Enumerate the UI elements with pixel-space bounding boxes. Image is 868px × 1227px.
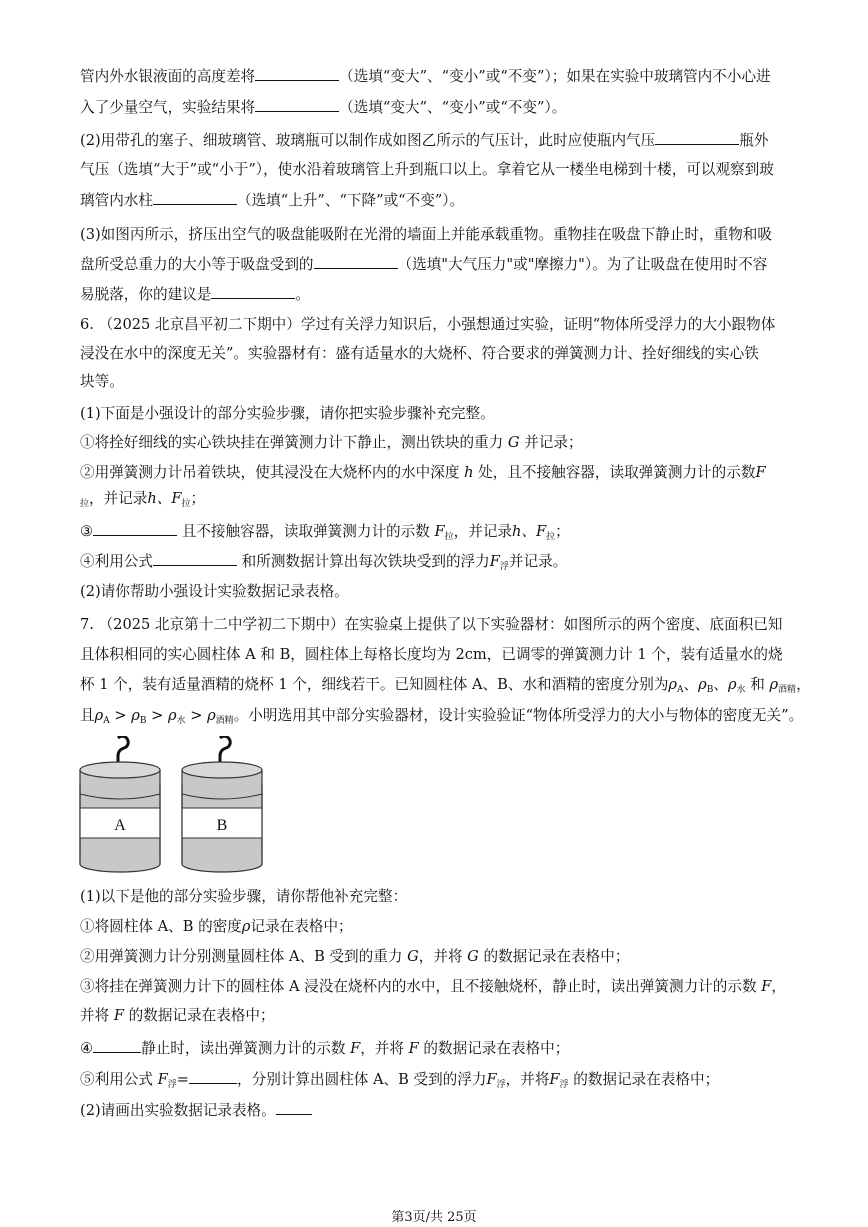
subscript: 酒精 <box>778 685 797 695</box>
q7-stem-line-4 <box>80 706 804 731</box>
variable: G <box>467 948 479 965</box>
answer-blank <box>211 284 295 299</box>
q6-stem-line-2 <box>80 344 800 364</box>
q7-stem-line-3 <box>80 675 811 700</box>
text: 杯 1 个，装有适量酒精的烧杯 1 个，细线若干。已知圆柱体 A、B、水和酒精的密度分别为 <box>80 676 669 693</box>
text: 气压（选填“大于”或“小于”），使水沿着玻璃管上升到瓶口以上。拿着它从一楼坐电梯到十楼，可以观察到玻 <box>80 161 774 178</box>
text: > <box>185 707 208 724</box>
variable: h <box>464 464 474 481</box>
text: 瓶外 <box>739 132 769 149</box>
q6-part2 <box>80 582 800 602</box>
q6-step-4 <box>80 551 800 577</box>
q7-step-5 <box>80 1069 800 1095</box>
q5-line-2 <box>80 97 800 118</box>
hook-icon <box>118 736 128 762</box>
cylinder-b <box>182 736 262 872</box>
text: ，并将 <box>505 1071 550 1088</box>
text: ， <box>771 978 786 995</box>
subscript: A <box>103 716 110 726</box>
text: 且不接触容器，读取弹簧测力计的示数 <box>181 523 430 540</box>
q7-step-2 <box>80 947 800 967</box>
subscript: B <box>139 716 147 726</box>
text: 管内外水银液面的高度差将 <box>80 68 256 85</box>
variable: F <box>486 1071 497 1088</box>
text: ； <box>555 523 570 540</box>
subscript: 拉 <box>444 532 454 542</box>
variable: F <box>489 553 500 570</box>
cylinder-a <box>80 736 160 872</box>
cylinder-label-b: B <box>216 817 228 834</box>
variable: F <box>549 1071 560 1088</box>
q5-part3-line-2 <box>80 254 800 275</box>
subscript: A <box>677 685 684 695</box>
text: 且 <box>80 707 95 724</box>
subscript: 拉 <box>546 532 556 542</box>
text: ； <box>190 490 206 507</box>
text: ，分别计算出圆柱体 A、B 受到的浮力 <box>237 1071 487 1088</box>
text: ④利用公式 <box>80 553 153 570</box>
text: 处，且不接触容器，读取弹簧测力计的示数 <box>478 464 756 481</box>
hook-icon <box>220 736 230 762</box>
subscript: 浮 <box>496 1080 506 1090</box>
q6-step-3 <box>80 521 800 547</box>
text: ，并记录 <box>89 490 148 507</box>
text: 并记录。 <box>508 553 568 570</box>
text: ①将圆柱体 A、B 的密度 <box>80 918 242 935</box>
text: > <box>109 707 132 724</box>
text: 并记录； <box>524 434 583 451</box>
answer-blank <box>93 1038 141 1053</box>
variable: F <box>113 1007 124 1024</box>
text: （选填“上升”、“下降”或“不变”）。 <box>236 192 465 209</box>
q6-step-2 <box>80 463 800 483</box>
cylinder-top <box>80 762 160 778</box>
text: 。小明选用其中部分实验器材，设计实验验证“物体所受浮力的大小与物体的密度无关”。 <box>233 707 804 724</box>
text: ③将挂在弹簧测力计下的圆柱体 A 浸没在烧杯内的水中，且不接触烧杯，静止时，读出弹簧测力计的示数 <box>80 978 757 995</box>
subscript: 酒精 <box>215 716 234 726</box>
text: (2)用带孔的塞子、细玻璃管、玻璃瓶可以制作成如图乙所示的气压计，此时应使瓶内气压 <box>80 132 656 149</box>
rho: ρ <box>94 707 104 724</box>
text: ，并将 <box>360 1040 404 1057</box>
rho: ρ <box>668 676 678 693</box>
answer-blank <box>276 1100 312 1115</box>
q7-stem-line-2 <box>80 645 800 665</box>
text: 浸没在水中的深度无关”。实验器材有：盛有适量水的大烧杯、符合要求的弹簧测力计、拴好细线的实心铁 <box>80 345 759 362</box>
answer-blank <box>314 254 398 269</box>
rho: ρ <box>727 676 737 693</box>
rho: ρ <box>207 707 216 724</box>
q6-stem-line-1 <box>80 315 800 335</box>
q5-part2-line-3 <box>80 190 800 211</box>
text: （选填“变大”、“变小”或“不变”）；如果在实验中玻璃管内不小心进 <box>339 68 771 85</box>
q7-part1 <box>80 887 800 907</box>
text: = <box>176 1071 190 1088</box>
text: 7. （2025 北京第十二中学初二下期中）在实验桌上提供了以下实验器材：如图所示的两个密度、底面积已知 <box>80 616 783 633</box>
answer-blank <box>255 66 339 81</box>
text: 易脱落，你的建议是 <box>80 286 212 303</box>
text: 入了少量空气，实验结果将 <box>80 99 256 116</box>
text: > <box>146 707 168 724</box>
subscript: 水 <box>736 685 746 695</box>
text: ④ <box>80 1040 94 1057</box>
q5-line-1 <box>80 66 800 87</box>
subscript: 拉 <box>80 499 90 509</box>
variable: F <box>350 1040 361 1057</box>
text: 和 <box>750 676 765 693</box>
variable: G <box>407 948 419 965</box>
q6-step-2-cont <box>80 489 800 514</box>
q5-part2-line-1 <box>80 130 800 151</box>
cylinders-figure <box>78 736 268 876</box>
text: ②用弹簧测力计吊着铁块，使其浸没在大烧杯内的水中深度 <box>80 464 460 481</box>
q6-part1 <box>80 404 800 424</box>
text: 静止时，读出弹簧测力计的示数 <box>141 1040 346 1057</box>
text: 的数据记录在表格中； <box>573 1071 720 1088</box>
answer-blank <box>655 130 739 145</box>
text: (1)下面是小强设计的部分实验步骤，请你把实验步骤补充完整。 <box>80 405 495 422</box>
subscript: 浮 <box>167 1080 177 1090</box>
rho: ρ <box>698 676 707 693</box>
text: 盘所受总重力的大小等于吸盘受到的 <box>80 256 314 273</box>
text: 、 <box>713 676 728 693</box>
page-footer: 第3页/共 25页 <box>391 1210 477 1225</box>
q7-part2 <box>80 1100 800 1121</box>
variable: F <box>408 1040 419 1057</box>
text: (2)请你帮助小强设计实验数据记录表格。 <box>80 583 349 600</box>
text: 且体积相同的实心圆柱体 A 和 B，圆柱体上每格长度均为 2cm，已调零的弹簧测力计 1 个，装有适量水的烧 <box>80 646 783 663</box>
variable: h、F <box>512 523 547 540</box>
cylinder-top <box>182 762 262 778</box>
rho: ρ <box>167 707 177 724</box>
text: ①将拴好细线的实心铁块挂在弹簧测力计下静止，测出铁块的重力 <box>80 434 504 451</box>
q5-part3-line-3 <box>80 284 800 305</box>
text: 6. （2025 北京昌平初二下期中）学过有关浮力知识后，小强想通过实验，证明“物体所受浮力的大小跟物体 <box>80 316 776 333</box>
q7-step-3-cont <box>80 1006 800 1026</box>
subscript: 水 <box>176 716 186 726</box>
text: 。 <box>295 286 310 303</box>
q7-step-3 <box>80 977 800 997</box>
variable: G <box>507 434 520 451</box>
variable: F <box>761 978 772 995</box>
answer-blank <box>189 1069 237 1084</box>
subscript: 浮 <box>559 1080 569 1090</box>
q7-stem-line-1 <box>80 615 800 635</box>
text: 的数据记录在表格中； <box>423 1040 570 1057</box>
text: 的数据记录在表格中； <box>128 1007 275 1024</box>
answer-blank <box>255 97 339 112</box>
q6-stem-line-3 <box>80 372 800 392</box>
text: 璃管内水柱 <box>80 192 153 209</box>
text: 块等。 <box>80 373 124 390</box>
text: ②用弹簧测力计分别测量圆柱体 A、B 受到的重力 <box>80 948 403 965</box>
text: ， <box>796 676 811 693</box>
variable: F <box>157 1071 168 1088</box>
cylinder-bottom-fill <box>81 854 160 864</box>
rho: ρ <box>769 676 779 693</box>
text: 、 <box>683 676 699 693</box>
subscript: 拉 <box>181 499 191 509</box>
variable: h、F <box>147 490 182 507</box>
text: 并将 <box>80 1007 110 1024</box>
subscript: B <box>706 685 714 695</box>
q7-step-1 <box>80 917 800 937</box>
variable: F <box>434 523 445 540</box>
text: ，并将 <box>418 948 463 965</box>
rho: ρ <box>241 918 251 935</box>
answer-blank <box>153 190 237 205</box>
text: （选填"大气压力"或"摩擦力"）。为了让吸盘在使用时不容 <box>397 256 768 273</box>
text: ③ <box>80 523 94 540</box>
q6-step-1 <box>80 433 800 453</box>
text: 和所测数据计算出每次铁块受到的浮力 <box>241 553 490 570</box>
text: (1)以下是他的部分实验步骤，请你帮他补充完整： <box>80 888 408 905</box>
rho: ρ <box>131 707 140 724</box>
text: ⑤利用公式 <box>80 1071 153 1088</box>
variable: F <box>755 464 766 481</box>
q5-part2-line-2 <box>80 160 800 180</box>
text: 记录在表格中； <box>250 918 353 935</box>
text: （选填“变大”、“变小”或“不变”）。 <box>339 99 567 116</box>
cylinder-bottom-fill <box>183 854 262 864</box>
answer-blank <box>93 521 177 536</box>
text: (3)如图丙所示，挤压出空气的吸盘能吸附在光滑的墙面上并能承载重物。重物挂在吸盘下静止时，重物和吸 <box>80 226 772 243</box>
text: 的数据记录在表格中； <box>483 948 630 965</box>
answer-blank <box>153 551 237 566</box>
q7-step-4 <box>80 1038 800 1059</box>
cylinder-label-a: A <box>114 817 126 834</box>
text: ，并记录 <box>453 523 513 540</box>
q5-part3-line-1 <box>80 225 800 245</box>
text: (2)请画出实验数据记录表格。 <box>80 1102 276 1119</box>
subscript: 浮 <box>499 562 509 572</box>
